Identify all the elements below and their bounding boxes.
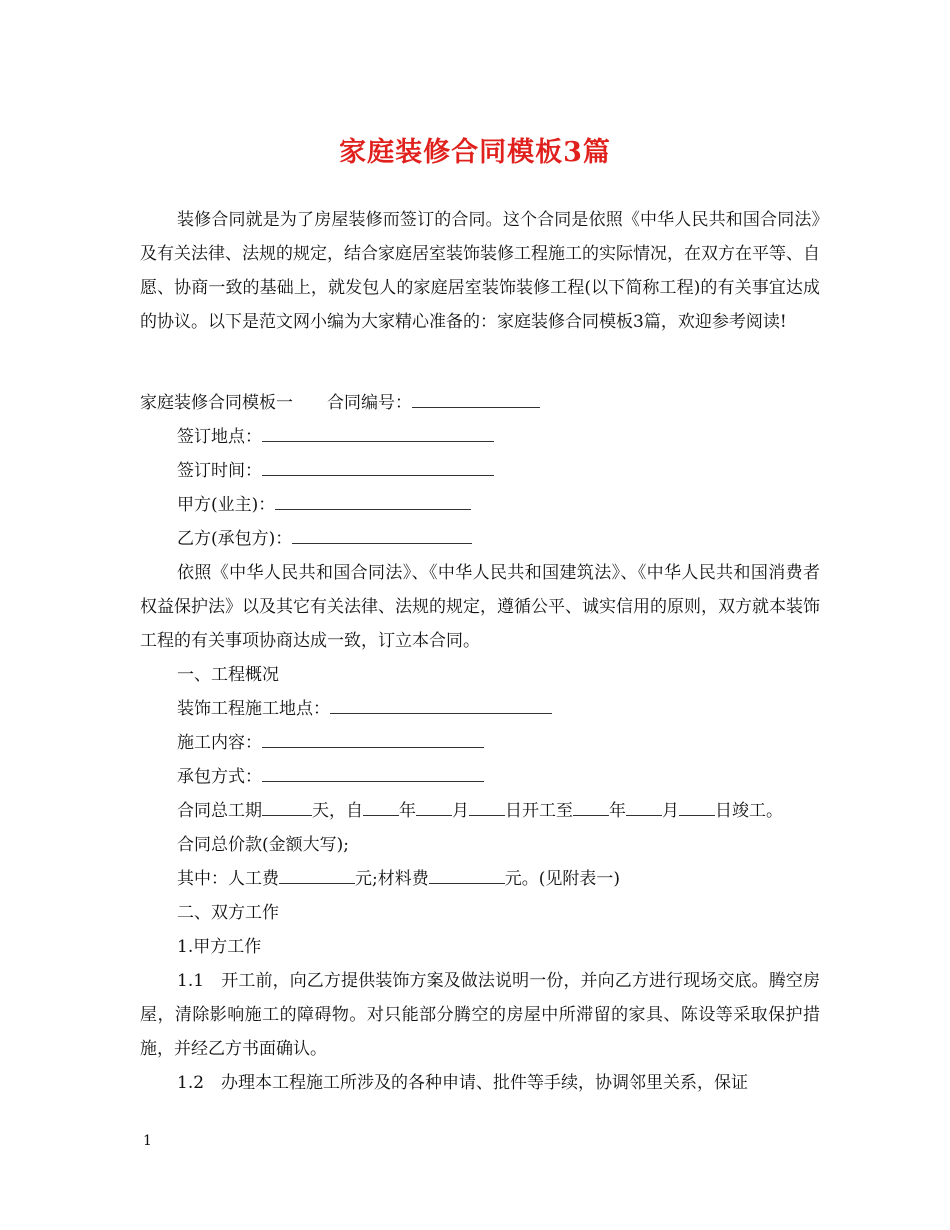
blank-line <box>429 865 505 884</box>
fees-text: 元;材料费 <box>355 869 429 889</box>
section-1-heading: 一、工程概况 <box>177 665 279 685</box>
blank-line <box>626 797 662 816</box>
blank-line <box>573 797 609 816</box>
blank-line <box>262 423 494 442</box>
content-line <box>177 726 484 760</box>
blank-line <box>469 797 505 816</box>
total-price-line: 合同总价款(金额大写); <box>177 835 349 855</box>
period-text: 天，自 <box>312 801 363 821</box>
party-b-label: 乙方(承包方)： <box>177 529 293 549</box>
basis-paragraph: 依照《中华人民共和国合同法》、《中华人民共和国建筑法》、《中华人民共和国消费者权益保护法》以及其它有关法律、法规的规定，遵循公平、诚实信用的原则，双方就本装饰工程的有关事项协商达成一致，订立本合同。 <box>140 563 820 651</box>
blank-line <box>416 797 452 816</box>
party-a-line <box>177 488 471 522</box>
site-line <box>177 692 552 726</box>
item-1-1-paragraph: 1.1 开工前，向乙方提供装饰方案及做法说明一份，并向乙方进行现场交底。腾空房屋，清除影响施工的障碍物。对只能部分腾空的房屋中所滞留的家具、陈设等采取保护措施，并经乙方书面确认。 <box>140 971 820 1059</box>
fees-text: 其中：人工费 <box>177 869 279 889</box>
party-b-line <box>177 522 472 556</box>
period-text: 年 <box>399 801 416 821</box>
site-label: 装饰工程施工地点： <box>177 699 330 719</box>
blank-line <box>679 797 715 816</box>
blank-line <box>330 695 552 714</box>
blank-line <box>262 729 484 748</box>
blank-line <box>262 457 494 476</box>
period-text: 日开工至 <box>505 801 573 821</box>
content-label: 施工内容： <box>177 733 262 753</box>
method-line <box>177 760 484 794</box>
document-title: 家庭装修合同模板3篇 <box>339 137 611 168</box>
contract-number-label: 合同编号： <box>327 393 412 413</box>
period-text: 合同总工期 <box>177 801 262 821</box>
party-a-label: 甲方(业主)： <box>177 495 276 515</box>
sign-place-label: 签订地点： <box>177 427 262 447</box>
blank-line <box>279 865 355 884</box>
blank-line <box>363 797 399 816</box>
blank-line <box>275 491 471 510</box>
period-text: 月 <box>452 801 469 821</box>
section-2-heading: 二、双方工作 <box>177 903 279 923</box>
template-one-heading: 家庭装修合同模板一 <box>140 393 293 413</box>
blank-line <box>412 389 540 408</box>
sign-time-line <box>177 454 494 488</box>
blank-line <box>262 797 312 816</box>
period-line <box>177 794 783 828</box>
fees-line <box>177 862 620 896</box>
party-a-work-heading: 1.甲方工作 <box>177 937 262 957</box>
page-number: 1 <box>143 1133 152 1149</box>
fees-text: 元。(见附表一) <box>504 869 620 889</box>
method-label: 承包方式： <box>177 767 262 787</box>
contract-number-line <box>140 386 540 420</box>
sign-place-line <box>177 420 494 454</box>
period-text: 年 <box>609 801 626 821</box>
blank-line <box>292 525 472 544</box>
period-text: 月 <box>662 801 679 821</box>
sign-time-label: 签订时间： <box>177 461 262 481</box>
blank-line <box>262 763 484 782</box>
item-1-2-paragraph: 1.2 办理本工程施工所涉及的各种申请、批件等手续，协调邻里关系，保证 <box>177 1073 749 1093</box>
intro-paragraph: 装修合同就是为了房屋装修而签订的合同。这个合同是依照《中华人民共和国合同法》及有关法律、法规的规定，结合家庭居室装饰装修工程施工的实际情况，在双方在平等、自愿、协商一致的基础上，就发包人的家庭居室装饰装修工程(以下简称工程)的有关事宜达成的协议。以下是范文网小编为大家精心准备的：家庭装修合同模板3篇，欢迎参考阅读! <box>140 210 820 332</box>
period-text: 日竣工。 <box>715 801 783 821</box>
